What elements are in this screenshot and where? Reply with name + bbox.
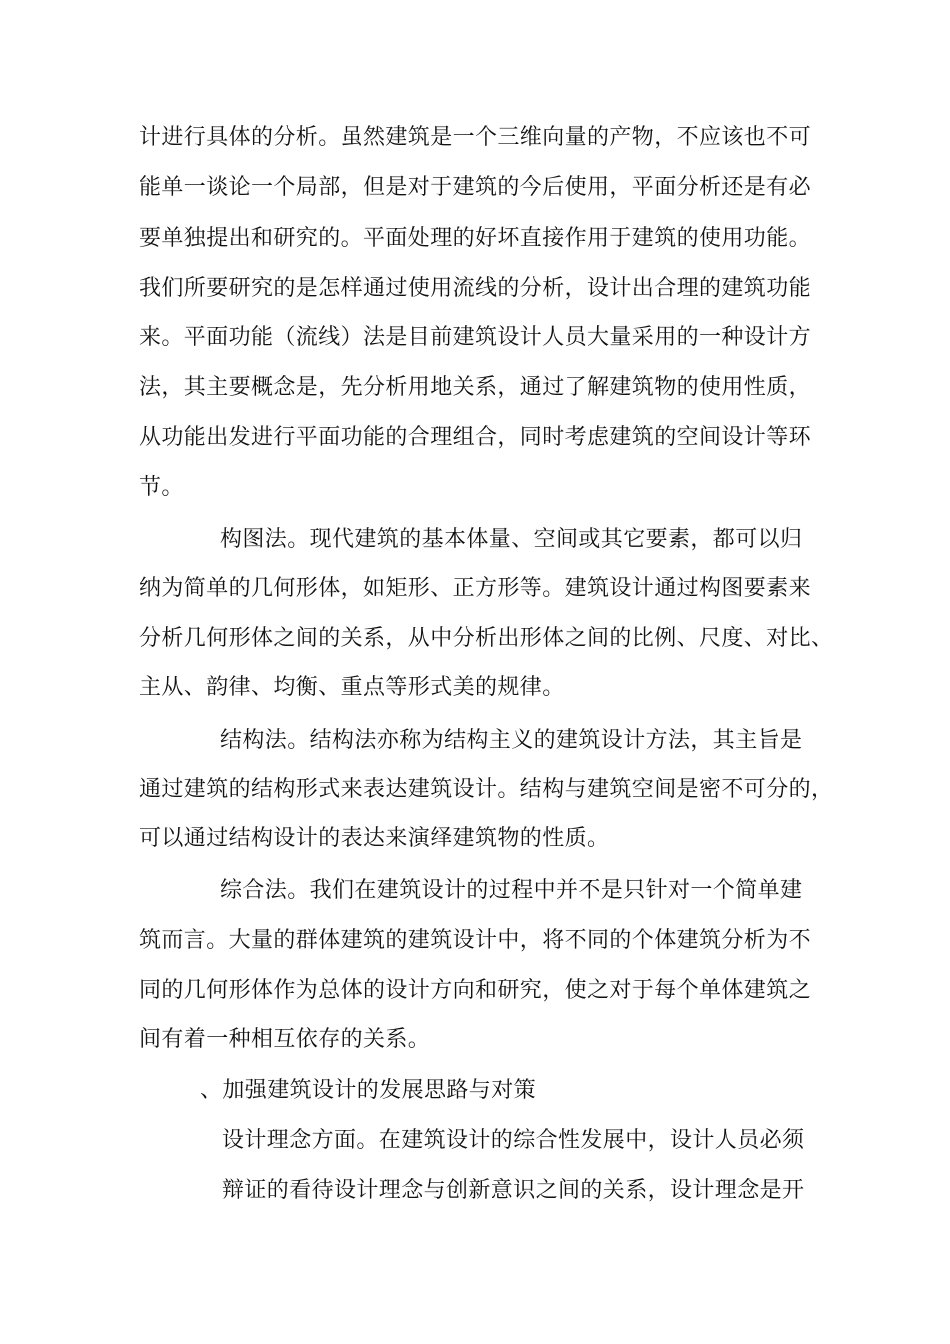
text-line-12: 主从、韵律、均衡、重点等形式美的规律。 [139,675,565,700]
text-line-10: 纳为简单的几何形体，如矩形、正方形等。建筑设计通过构图要素来 [139,576,812,601]
text-line-15: 可以通过结构设计的表达来演绎建筑物的性质。 [139,826,610,851]
text-line-5: 来。平面功能（流线）法是目前建筑设计人员大量采用的一种设计方 [139,325,812,350]
text-line-17: 筑而言。大量的群体建筑的建筑设计中，将不同的个体建筑分析为不 [139,928,812,953]
text-line-3: 要单独提出和研究的。平面处理的好坏直接作用于建筑的使用功能。 [139,226,812,251]
text-line-13: 结构法。结构法亦称为结构主义的建筑设计方法，其主旨是 [220,728,803,753]
text-line-14: 通过建筑的结构形式来表达建筑设计。结构与建筑空间是密不可分的， [139,777,834,802]
text-line-18: 同的几何形体作为总体的设计方向和研究，使之对于每个单体建筑之 [139,978,812,1003]
text-line-2: 能单一谈论一个局部，但是对于建筑的今后使用，平面分析还是有必 [139,175,812,200]
text-line-11: 分析几何形体之间的关系，从中分析出形体之间的比例、尺度、对比、 [139,626,834,651]
text-line-22: 辩证的看待设计理念与创新意识之间的关系，设计理念是开 [222,1178,805,1203]
text-line-4: 我们所要研究的是怎样通过使用流线的分析，设计出合理的建筑功能 [139,276,812,301]
text-line-21: 设计理念方面。在建筑设计的综合性发展中，设计人员必须 [222,1128,805,1153]
text-line-1: 计进行具体的分析。虽然建筑是一个三维向量的产物，不应该也不可 [139,125,812,150]
text-line-9: 构图法。现代建筑的基本体量、空间或其它要素，都可以归 [220,527,803,552]
section-heading: 、加强建筑设计的发展思路与对策 [200,1078,537,1103]
text-line-19: 间有着一种相互依存的关系。 [139,1027,431,1052]
text-line-16: 综合法。我们在建筑设计的过程中并不是只针对一个简单建 [220,878,803,903]
text-line-8: 节。 [139,475,184,500]
text-line-7: 从功能出发进行平面功能的合理组合，同时考虑建筑的空间设计等环 [139,425,812,450]
text-line-6: 法，其主要概念是，先分析用地关系，通过了解建筑物的使用性质， [139,375,812,400]
